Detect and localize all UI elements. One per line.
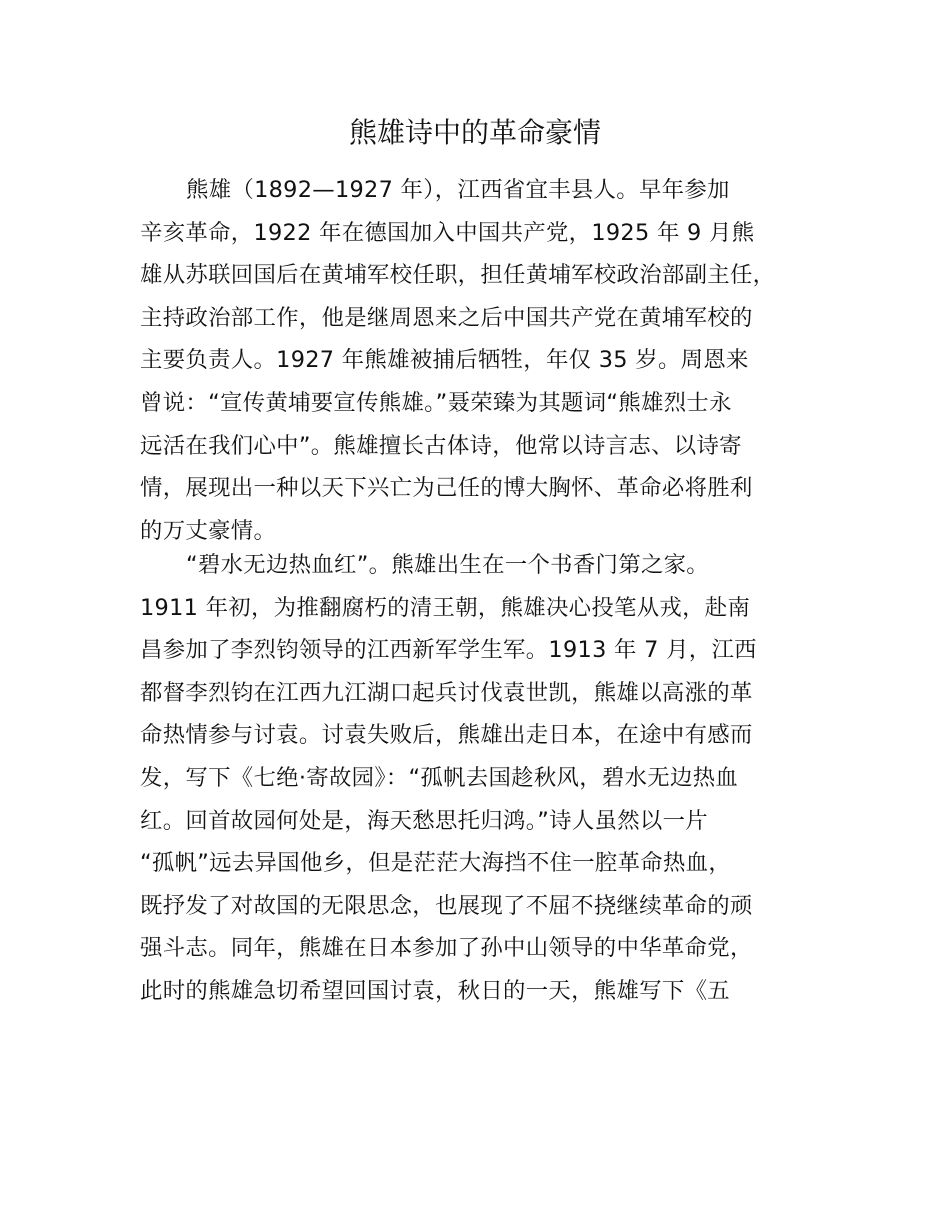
text-line: 昌参加了李烈钧领导的江西新军学生军。1913 年 7 月，江西: [140, 637, 757, 664]
text-line: 强斗志。同年，熊雄在日本参加了孙中山领导的中华革命党，: [140, 935, 753, 962]
text-line: “碧水无边热血红”。熊雄出生在一个书香门第之家。: [186, 552, 709, 578]
document-title: 熊雄诗中的革命豪情: [348, 116, 601, 149]
text-line: “孤帆”远去异国他乡，但是茫茫大海挡不住一腔革命热血，: [140, 850, 732, 877]
paragraph-intro: [140, 169, 830, 552]
text-line: 熊雄（1892—1927 年），江西省宜丰县人。早年参加: [186, 177, 730, 203]
text-line: 雄从苏联回国后在黄埔军校任职，担任黄埔军校政治部副主任，: [140, 262, 776, 289]
text-line: 主要负责人。1927 年熊雄被捕后牺牲，年仅 35 岁。周恩来: [140, 347, 749, 374]
text-line: 曾说：“宣传黄埔要宣传熊雄。”聂荣臻为其题词“熊雄烈士永: [140, 389, 732, 416]
text-line: 主持政治部工作，他是继周恩来之后中国共产党在黄埔军校的: [140, 304, 753, 331]
paragraph-poem-context: [140, 544, 830, 1013]
text-line: 命热情参与讨袁。讨袁失败后，熊雄出走日本，在途中有感而: [140, 722, 753, 749]
text-line: 都督李烈钧在江西九江湖口起兵讨伐袁世凯，熊雄以高涨的革: [140, 679, 753, 706]
text-line: 红。回首故园何处是，海天愁思托归鸿。”诗人虽然以一片: [140, 807, 708, 834]
text-line: 的万丈豪情。: [140, 517, 277, 544]
text-line: 1911 年初，为推翻腐朽的清王朝，熊雄决心投笔从戎，赴南: [140, 594, 751, 621]
text-line: 既抒发了对故国的无限思念，也展现了不屈不挠继续革命的顽: [140, 892, 753, 919]
text-line: 远活在我们心中”。熊雄擅长古体诗，他常以诗言志、以诗寄: [140, 432, 742, 459]
text-line: 发，写下《七绝·寄故园》：“孤帆去国趁秋风，碧水无边热血: [140, 764, 739, 791]
text-line: 此时的熊雄急切希望回国讨袁，秋日的一天，熊雄写下《五: [140, 977, 730, 1004]
text-line: 情，展现出一种以天下兴亡为己任的博大胸怀、革命必将胜利: [140, 475, 753, 502]
text-line: 辛亥革命，1922 年在德国加入中国共产党，1925 年 9 月熊: [140, 219, 755, 246]
